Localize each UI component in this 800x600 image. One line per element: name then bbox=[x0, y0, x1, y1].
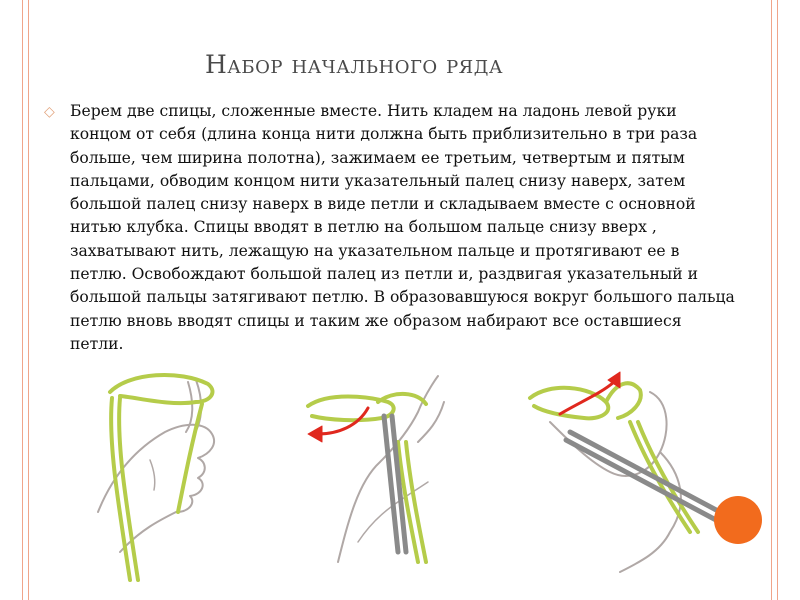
knitting-needle bbox=[570, 432, 720, 512]
decorative-orange-circle bbox=[714, 496, 762, 544]
bullet-icon: ◇ bbox=[44, 104, 55, 120]
yarn-strand bbox=[110, 375, 212, 403]
step-1-yarn-on-hand-illustration bbox=[90, 362, 318, 584]
right-border-line-2 bbox=[777, 0, 778, 600]
step-3-pull-through-loop-illustration bbox=[520, 362, 748, 584]
right-border-line-1 bbox=[771, 0, 772, 600]
left-border-line-1 bbox=[22, 0, 23, 600]
body-paragraph: Берем две спицы, сложенные вместе. Нить кладем на ладонь левой руки концом от себя (длина конца нити должна быть приблизительно в три раза больше, чем ширина полотна), зажимаем ее третьим, четвертым и пятым пальцами, обводим концом нити указательный палец снизу наверх, затем большой палец снизу наверх в виде петли и складываем вместе с основной нитью клубка. Спицы вводят в петлю на большом пальце снизу вверх , захватывают нить, лежащую на указательном пальце и протягивают ее в петлю. Освобождают большой палец из петли и, раздвигая указательный и большой пальцы затягивают петлю. В образовавшуюся вокруг большого пальца петлю вновь вводят спицы и таким же образом набирают все оставшиеся петли. bbox=[70, 102, 735, 353]
step-2-needles-into-loop-illustration bbox=[298, 362, 526, 584]
slide-title: Набор начального ряда bbox=[205, 50, 503, 79]
left-border-line-2 bbox=[28, 0, 29, 600]
